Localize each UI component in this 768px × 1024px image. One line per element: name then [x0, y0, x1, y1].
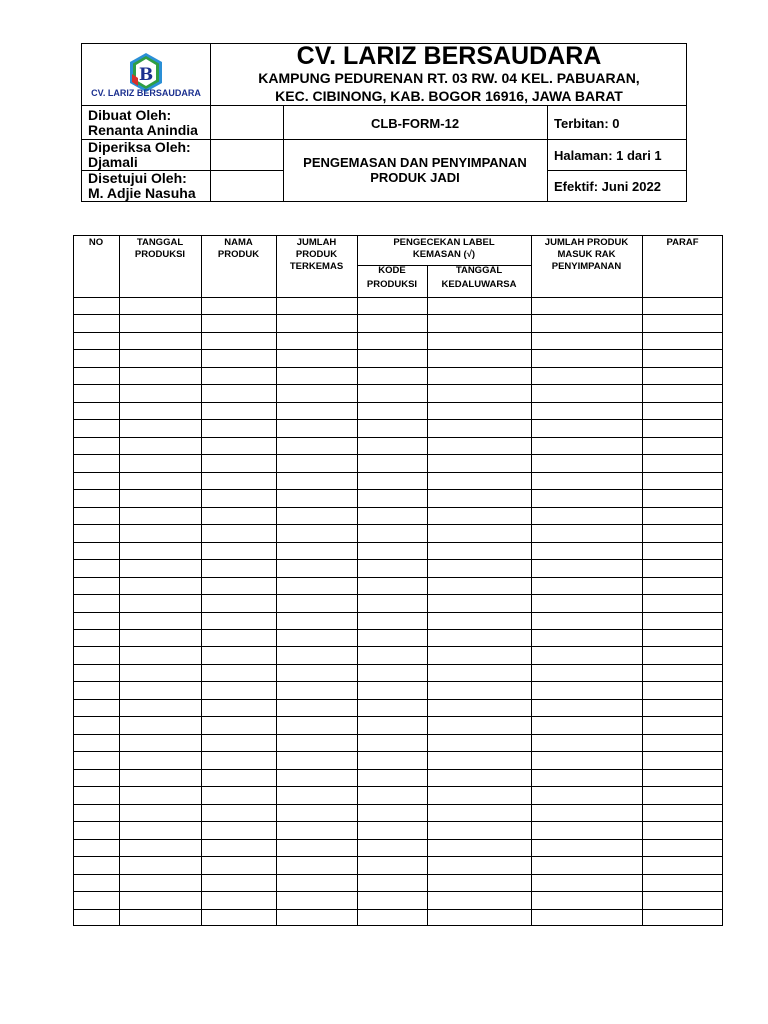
table-row [73, 856, 723, 857]
checked-by-label: Diperiksa Oleh: [88, 139, 191, 155]
table-row [73, 332, 723, 333]
table-row [73, 419, 723, 420]
table-row [73, 821, 723, 822]
table-row [73, 751, 723, 752]
svg-text:B: B [138, 65, 154, 85]
made-by-name: Renanta Anindia [88, 122, 198, 138]
table-row [73, 629, 723, 630]
page-number: Halaman: 1 dari 1 [554, 148, 662, 163]
address-line-1: KAMPUNG PEDURENAN RT. 03 RW. 04 KEL. PABUARAN, [258, 70, 640, 86]
col-header-sign: PARAF [666, 237, 699, 248]
form-code: CLB-FORM-12 [370, 116, 460, 131]
table-row [73, 489, 723, 490]
effective-date: Efektif: Juni 2022 [554, 179, 661, 194]
record-table [73, 235, 724, 927]
col-header-code-1: KODE [378, 265, 406, 276]
col-header-date-1: TANGGAL [136, 237, 184, 248]
table-row [73, 664, 723, 665]
col-header-name-1: NAMA [224, 237, 253, 248]
table-row [73, 542, 723, 543]
table-row [73, 769, 723, 770]
table-row [73, 716, 723, 717]
col-header-check-2: KEMASAN (√) [412, 249, 476, 260]
document-header [81, 43, 687, 202]
logo-caption: CV. LARIZ BERSAUDARA [91, 88, 201, 98]
col-header-code-2: PRODUKSI [366, 279, 418, 290]
table-row [73, 297, 723, 298]
table-row [73, 786, 723, 787]
table-row [73, 594, 723, 595]
table-row [73, 612, 723, 613]
col-header-qty-3: TERKEMAS [289, 261, 344, 272]
address-line-2: KEC. CIBINONG, KAB. BOGOR 16916, JAWA BARAT [275, 88, 623, 104]
table-row [73, 402, 723, 403]
table-row [73, 507, 723, 508]
table-row [73, 454, 723, 455]
col-header-exp-1: TANGGAL [455, 265, 503, 276]
table-row [73, 524, 723, 525]
table-row [73, 367, 723, 368]
table-row [73, 384, 723, 385]
company-name: CV. LARIZ BERSAUDARA [296, 42, 602, 70]
table-row [73, 349, 723, 350]
table-row [73, 472, 723, 473]
issue-number: Terbitan: 0 [554, 116, 620, 131]
col-header-rack-1: JUMLAH PRODUK [544, 237, 629, 248]
approved-by-label: Disetujui Oleh: [88, 170, 187, 186]
table-row [73, 314, 723, 315]
table-row [73, 734, 723, 735]
table-row [73, 699, 723, 700]
col-header-check-1: PENGECEKAN LABEL [393, 237, 495, 248]
table-row [73, 839, 723, 840]
col-header-date-2: PRODUKSI [134, 249, 186, 260]
col-header-no: NO [88, 237, 104, 248]
col-header-rack-3: PENYIMPANAN [551, 261, 622, 272]
form-title-line-2: PRODUK JADI [370, 170, 460, 185]
col-header-qty-2: PRODUK [295, 249, 338, 260]
table-row [73, 646, 723, 647]
table-row [73, 681, 723, 682]
col-header-exp-2: KEDALUWARSA [441, 279, 517, 290]
col-header-name-2: PRODUK [217, 249, 260, 260]
table-row [73, 804, 723, 805]
checked-by-name: Djamali [88, 154, 138, 170]
approved-by-name: M. Adjie Nasuha [88, 185, 196, 201]
col-header-qty-1: JUMLAH [296, 237, 337, 248]
col-header-rack-2: MASUK RAK [557, 249, 616, 260]
table-row [73, 909, 723, 910]
table-row [73, 874, 723, 875]
table-row [73, 577, 723, 578]
table-row [73, 891, 723, 892]
table-row [73, 559, 723, 560]
table-row [73, 437, 723, 438]
made-by-label: Dibuat Oleh: [88, 107, 172, 123]
form-title-line-1: PENGEMASAN DAN PENYIMPANAN [303, 155, 527, 170]
